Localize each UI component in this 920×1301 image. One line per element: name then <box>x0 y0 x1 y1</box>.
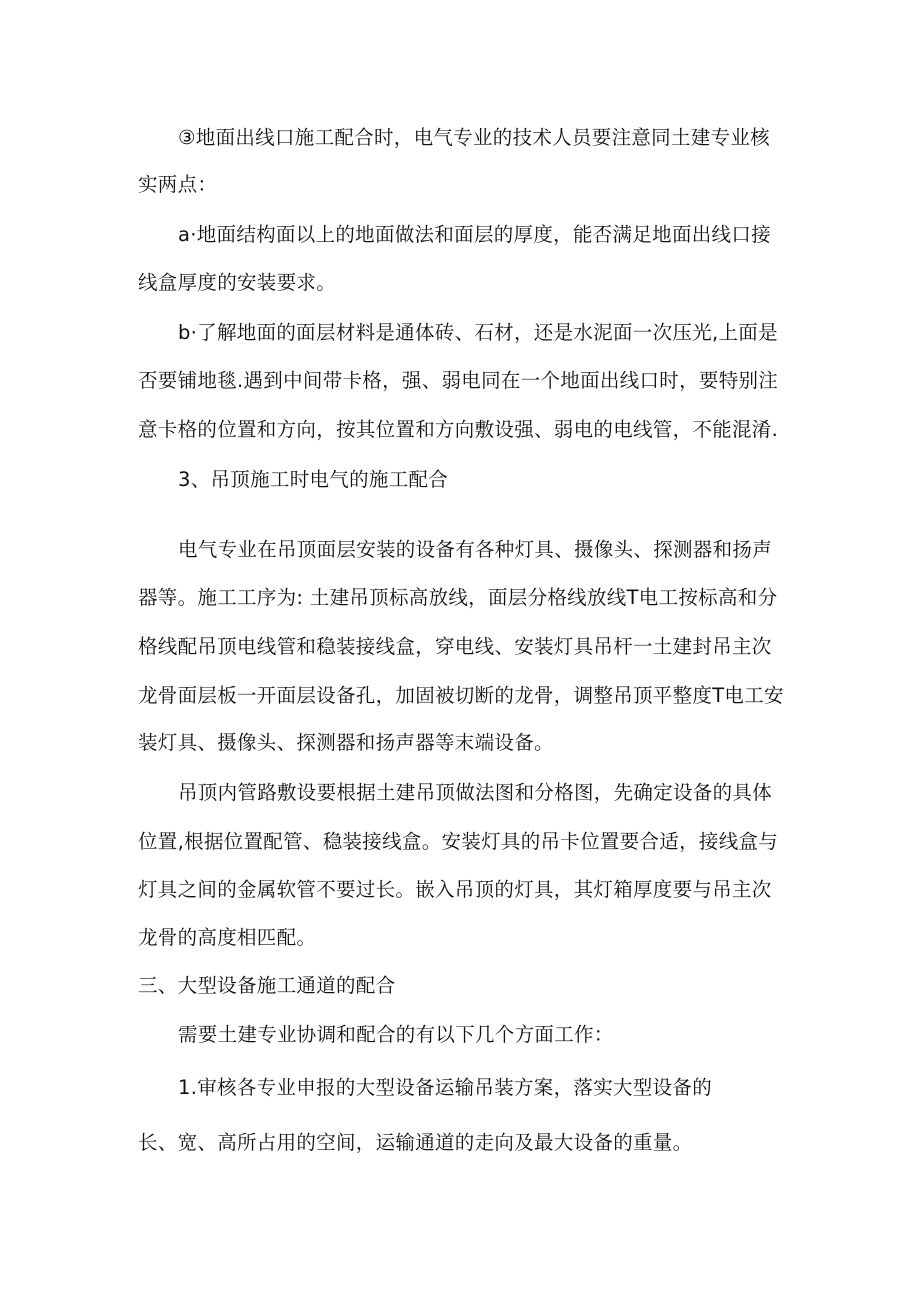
text-line-9: 电气专业在吊顶面层安装的设备有各种灯具、摄像头、探测器和扬声 <box>178 538 773 561</box>
text-line-5: b·了解地面的面层材料是通体砖、石材，还是水泥面一次压光,上面是 <box>178 321 778 344</box>
text-line-3: a·地面结构面以上的地面做法和面层的厚度，能否满足地面出线口接 <box>178 223 771 246</box>
text-line-17: 龙骨的高度相匹配。 <box>138 926 317 949</box>
text-line-2: 实两点： <box>138 173 218 196</box>
text-line-7: 意卡格的位置和方向，按其位置和方向敷设强、弱电的电线管，不能混淆. <box>138 418 779 441</box>
text-line-12: 龙骨面层板一开面层设备孔，加固被切断的龙骨，调整吊顶平整度T电工安 <box>138 684 784 707</box>
text-line-21: 长、宽、高所占用的空间，运输通道的走向及最大设备的重量。 <box>138 1131 693 1154</box>
text-line-4: 线盒厚度的安装要求。 <box>138 271 337 294</box>
text-line-13: 装灯具、摄像头、探测器和扬声器等末端设备。 <box>138 731 554 754</box>
text-line-10: 器等。施工工序为: 土建吊顶标高放线，面层分格线放线T电工按标高和分 <box>138 586 778 609</box>
text-line-1: ③地面出线口施工配合时，电气专业的技术人员要注意同土建专业核 <box>178 126 770 149</box>
text-line-6: 否要铺地毯.遇到中间带卡格，强、弱电同在一个地面出线口时，要特别注 <box>138 369 779 392</box>
text-line-14: 吊顶内管路敷设要根据土建吊顶做法图和分格图，先确定设备的具体 <box>178 781 773 804</box>
text-line-15: 位置,根据位置配管、稳装接线盒。安装灯具的吊卡位置要合适，接线盒与 <box>138 830 779 853</box>
text-line-16: 灯具之间的金属软管不要过长。嵌入吊顶的灯具，其灯箱厚度要与吊主次 <box>138 878 772 901</box>
text-line-19: 需要土建专业协调和配合的有以下几个方面工作： <box>178 1023 614 1046</box>
section-heading-three: 三、大型设备施工通道的配合 <box>138 974 396 997</box>
section-heading-3: 3、吊顶施工时电气的施工配合 <box>178 468 449 491</box>
text-line-11: 格线配吊顶电线管和稳装接线盒，穿电线、安装灯具吊杆一土建封吊主次 <box>138 635 772 658</box>
text-line-20: 1.审核各专业申报的大型设备运输吊装方案，落实大型设备的 <box>178 1076 713 1099</box>
